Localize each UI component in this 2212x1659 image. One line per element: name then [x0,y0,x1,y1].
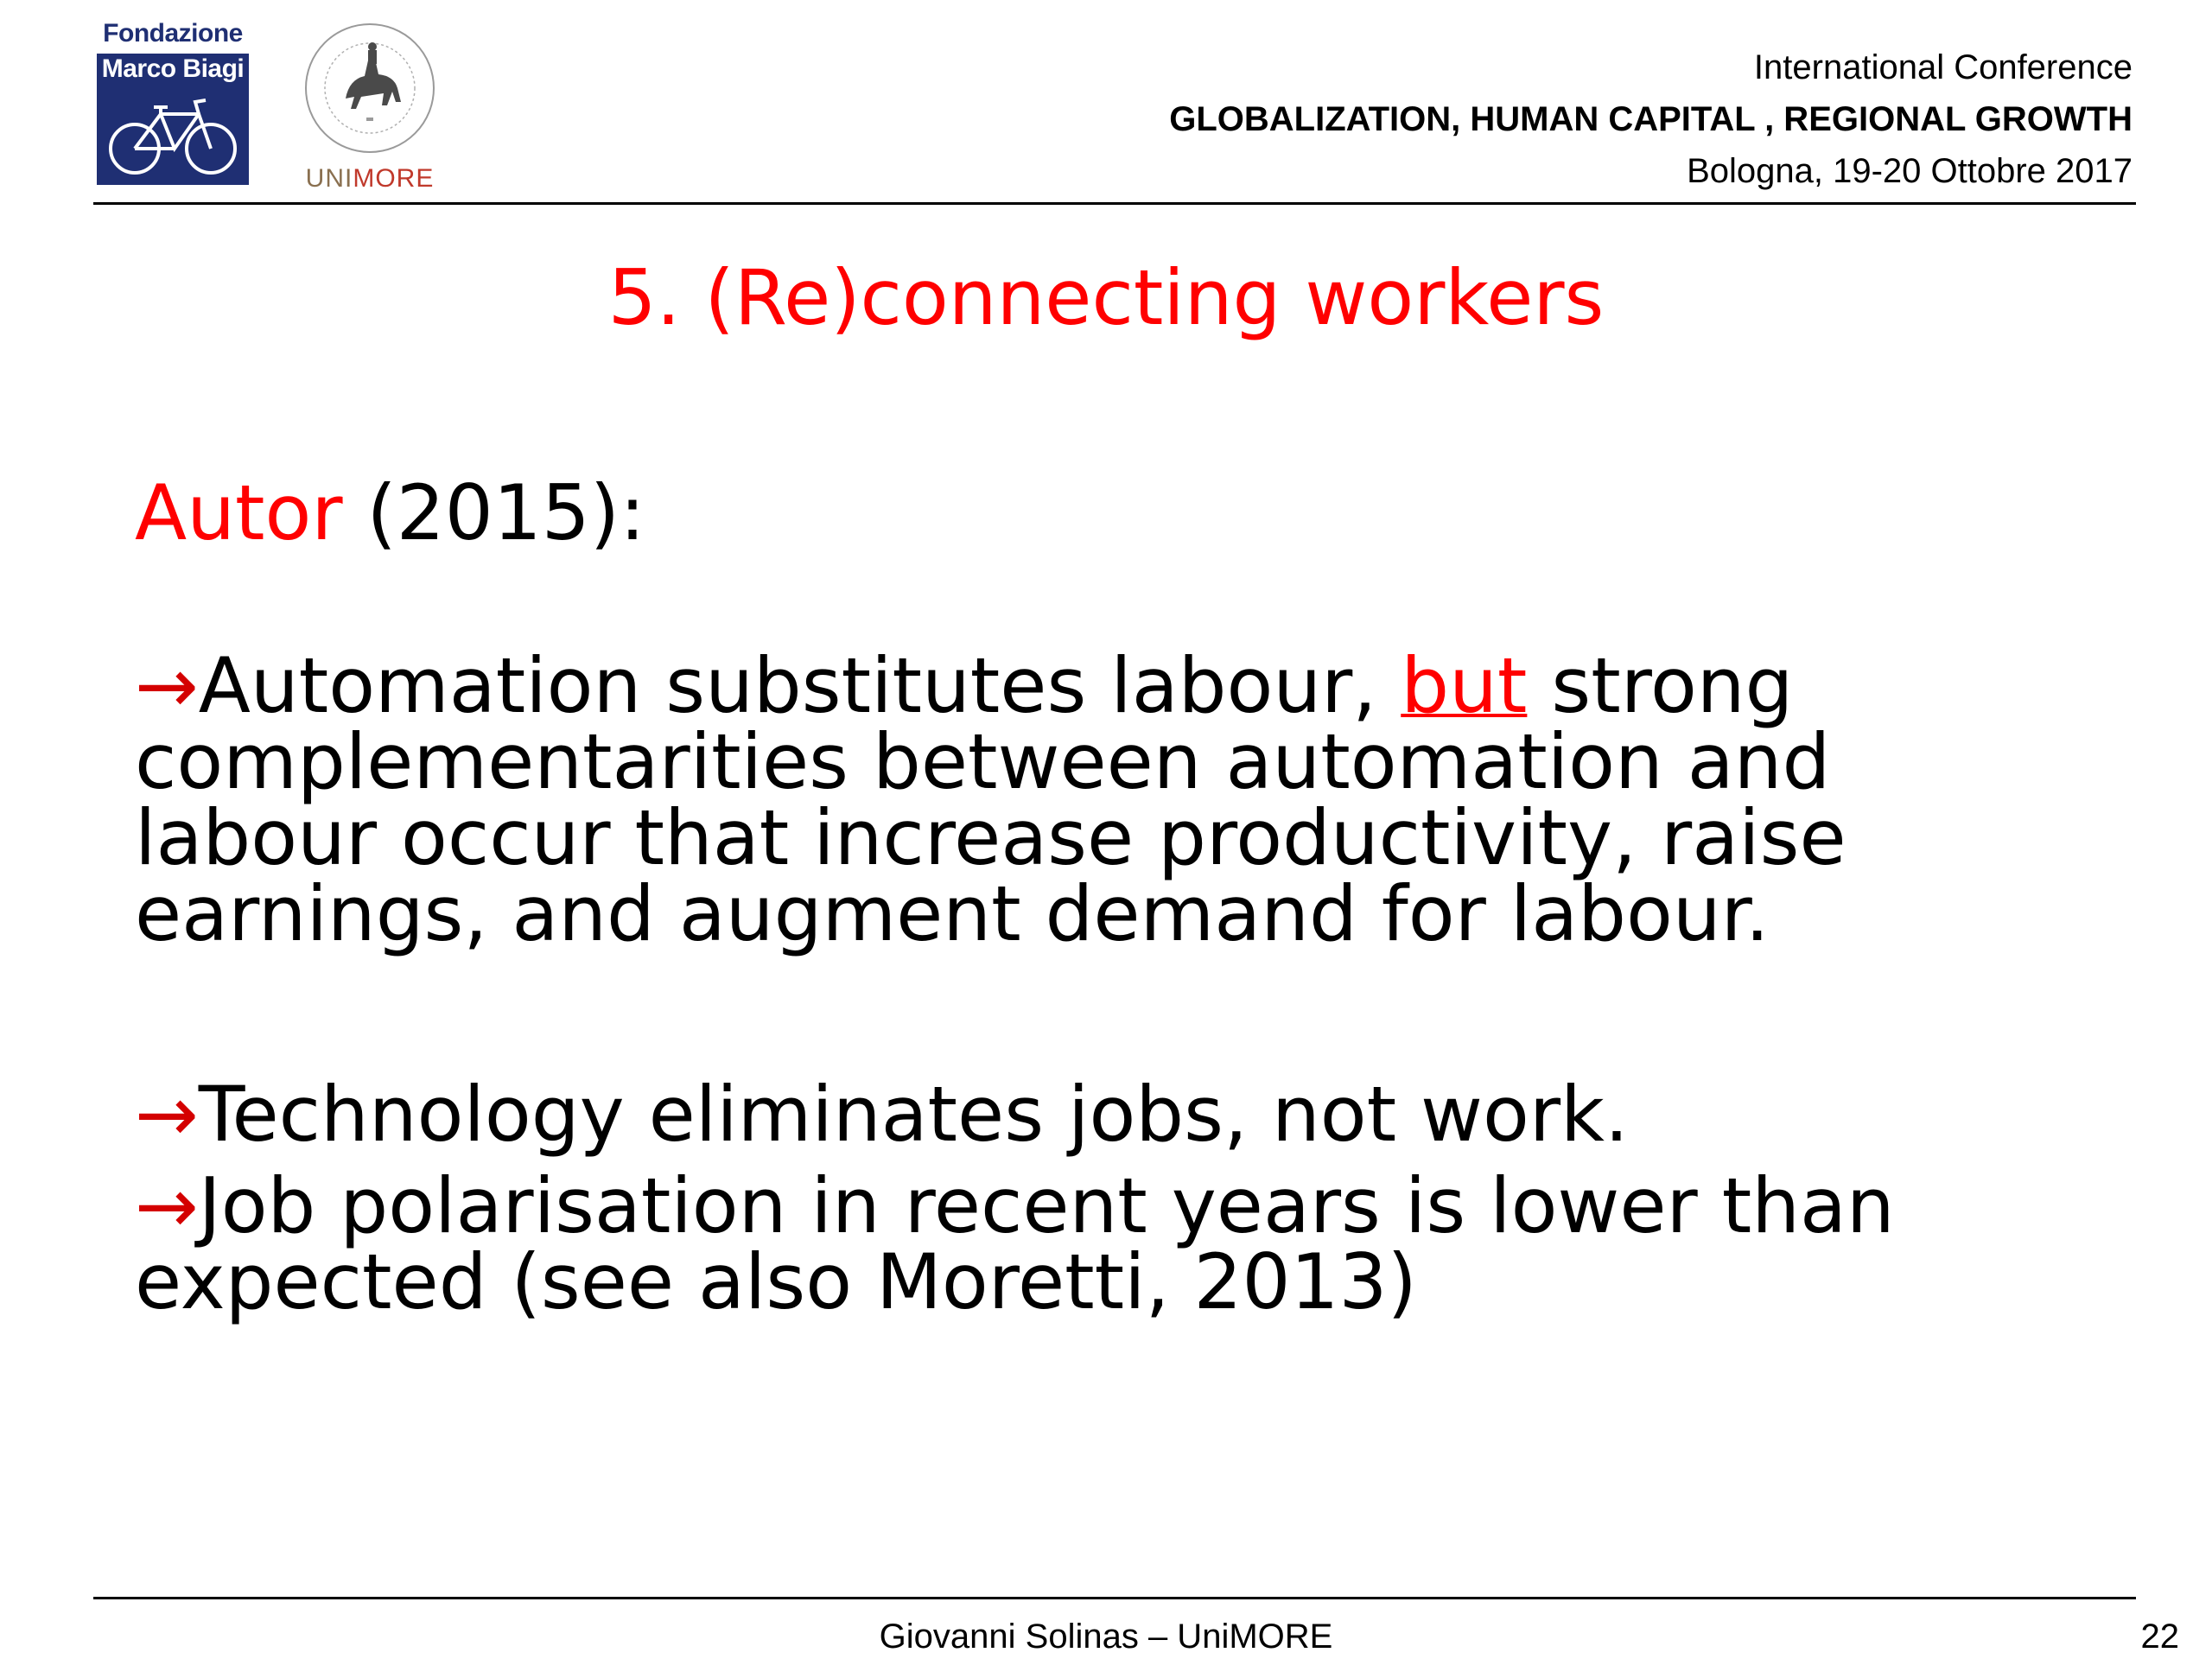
arrow-right-icon: → [135,1070,199,1159]
citation-heading [135,468,645,557]
bullet-technology [135,1070,1629,1159]
bullet-automation-line3: labour occur that increase productivity, raise [135,793,1847,882]
bullet-polarisation-text: Job polarisation in recent years is lower than [198,1161,1895,1250]
fmb-logo-line1: Fondazione [103,19,243,48]
university-seal-icon [301,19,439,157]
fmb-logo-box [97,54,249,185]
arrow-right-icon: → [135,1161,199,1250]
citation-author: Autor [135,468,343,557]
bullet-automation-line4: earnings, and augment demand for labour. [135,869,1770,958]
conference-type: International Conference [1753,48,2133,86]
bullet-polarisation-line1 [135,1161,1895,1250]
citation-year: (2015): [342,468,645,557]
footer-divider [93,1597,2136,1599]
bullet-technology-text: Technology eliminates jobs, not work. [198,1070,1629,1159]
unimore-prefix: UNI [305,164,353,193]
conference-place-date: Bologna, 19-20 Ottobre 2017 [1687,152,2133,190]
unimore-logo [292,19,448,200]
fmb-logo-line2: Marco Biagi [101,54,245,83]
arrow-right-icon: → [135,641,199,730]
unimore-suffix: MORE [353,164,435,193]
header-divider [93,202,2136,205]
bullet-automation [135,641,1847,958]
bullet-polarisation [135,1161,1895,1326]
unimore-wordmark [292,164,448,194]
conference-info [1169,41,2133,197]
footer-author: Giovanni Solinas – UniMORE [879,1618,1333,1656]
slide-title: 5. (Re)connecting workers [607,253,1605,342]
conference-title: GLOBALIZATION, HUMAN CAPITAL , REGIONAL GROWTH [1169,100,2133,138]
bullet-automation-text-a: Automation substitutes labour, [198,641,1402,730]
emphasis-but: but [1401,641,1528,730]
page-number: 22 [2140,1618,2179,1656]
bullet-automation-line1 [135,641,1847,730]
bullet-polarisation-line2: expected (see also Moretti, 2013) [135,1237,1417,1326]
bicycle-icon [104,88,242,181]
fondazione-marco-biagi-logo [97,19,249,185]
bullet-automation-text-b: strong [1527,641,1794,730]
bullet-automation-line2: complementarities between automation and [135,717,1831,806]
